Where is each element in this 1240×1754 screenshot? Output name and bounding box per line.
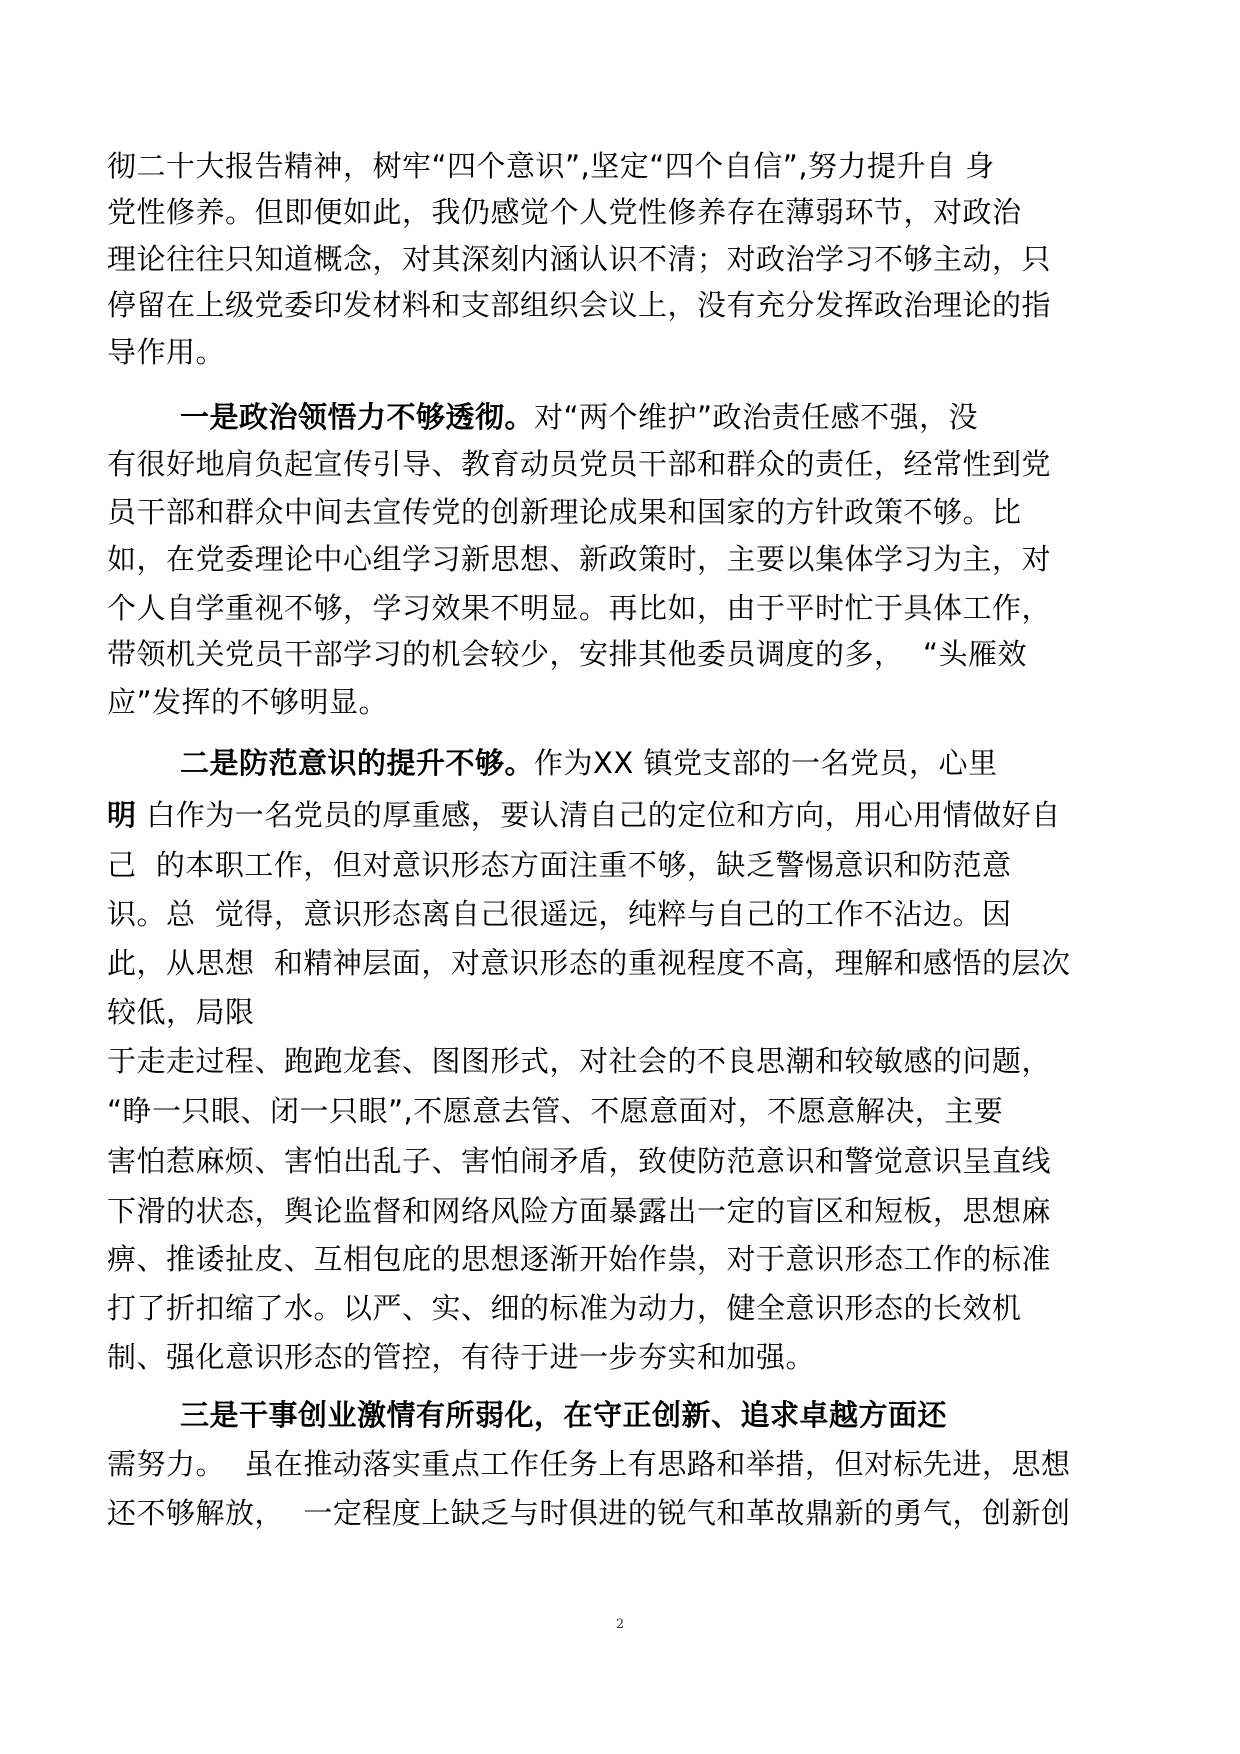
paragraph-line: 于走走过程、跑跑龙套、图图形式，对社会的不良思潮和较敏感的问题， xyxy=(107,1044,1052,1078)
paragraph-line: 个人自学重视不够，学习效果不明显。再比如，由于平时忙于具体工作， xyxy=(107,591,1052,625)
paragraph-line: 需努力。 虽在推动落实重点工作任务上有思路和举措，但对标先进，思想 xyxy=(107,1447,1071,1481)
section-1-first-line xyxy=(180,399,978,435)
section-2-bold-char: 明 xyxy=(107,798,137,832)
paragraph-line: 下滑的状态，舆论监督和网络风险方面暴露出一定的盲区和短板，思想麻 xyxy=(107,1194,1052,1228)
paragraph-line: 彻二十大报告精神，树牢“四个意识”,坚定“四个自信”,努力提升自 身 xyxy=(107,149,995,183)
paragraph-line: 员干部和群众中间去宣传党的创新理论成果和国家的方针政策不够。比 xyxy=(107,495,1022,529)
paragraph-line: 理论往往只知道概念，对其深刻内涵认识不清；对政治学习不够主动，只 xyxy=(107,242,1052,276)
section-1-text: 对“两个维护”政治责任感不强，没 xyxy=(534,400,979,434)
paragraph-line: 此，从思想 和精神层面，对意识形态的重视程度不高，理解和感悟的层次 xyxy=(107,946,1071,980)
paragraph-line: 识。总 觉得，意识形态离自己很遥远，纯粹与自己的工作不沾边。因 xyxy=(107,897,1012,931)
paragraph-line: 党性修养。但即便如此，我仍感觉个人党性修养存在薄弱环节，对政治 xyxy=(107,195,1022,229)
section-1-heading: 一是政治领悟力不够透彻。 xyxy=(180,400,535,434)
section-2-text: 作为XX 镇党支部的一名党员，心里 xyxy=(534,746,998,780)
paragraph-line: 己 的本职工作，但对意识形态方面注重不够，缺乏警惕意识和防范意 xyxy=(107,848,1012,882)
paragraph-line: 较低，局限 xyxy=(107,995,255,1029)
page-number: 2 xyxy=(615,1617,625,1632)
section-2-first-line xyxy=(180,745,997,781)
section-2-heading: 二是防范意识的提升不够。 xyxy=(180,746,535,780)
paragraph-line: 有很好地肩负起宣传引导、教育动员党员干部和群众的责任，经常性到党 xyxy=(107,447,1052,481)
paragraph-line xyxy=(107,797,1061,833)
paragraph-line: 导作用。 xyxy=(107,335,226,369)
paragraph-line: 如，在党委理论中心组学习新思想、新政策时，主要以集体学习为主，对 xyxy=(107,542,1052,576)
paragraph-line: 应”发挥的不够明显。 xyxy=(107,685,389,719)
paragraph-line: 痹、推诿扯皮、互相包庇的思想逐渐开始作祟，对于意识形态工作的标准 xyxy=(107,1242,1052,1276)
paragraph-line: 还不够解放， 一定程度上缺乏与时俱进的锐气和革故鼎新的勇气，创新创 xyxy=(107,1496,1071,1530)
paragraph-line: “睁一只眼、闭一只眼”,不愿意去管、不愿意面对，不愿意解决，主要 xyxy=(107,1094,1004,1128)
paragraph-line: 制、强化意识形态的管控，有待于进一步夯实和加强。 xyxy=(107,1340,816,1374)
section-3-heading: 三是干事创业激情有所弱化，在守正创新、追求卓越方面还 xyxy=(180,1398,948,1432)
paragraph-line: 害怕惹麻烦、害怕出乱子、害怕闹矛盾，致使防范意识和警觉意识呈直线 xyxy=(107,1144,1052,1178)
paragraph-line: 停留在上级党委印发材料和支部组织会议上，没有充分发挥政治理论的指 xyxy=(107,288,1052,322)
section-2-text: 白作为一名党员的厚重感，要认清自己的定位和方向，用心用情做好自 xyxy=(136,798,1061,832)
paragraph-line: 带领机关党员干部学习的机会较少，安排其他委员调度的多， “头雁效 xyxy=(107,637,1027,671)
paragraph-line: 打了折扣缩了水。以严、实、细的标准为动力，健全意识形态的长效机 xyxy=(107,1291,1022,1325)
